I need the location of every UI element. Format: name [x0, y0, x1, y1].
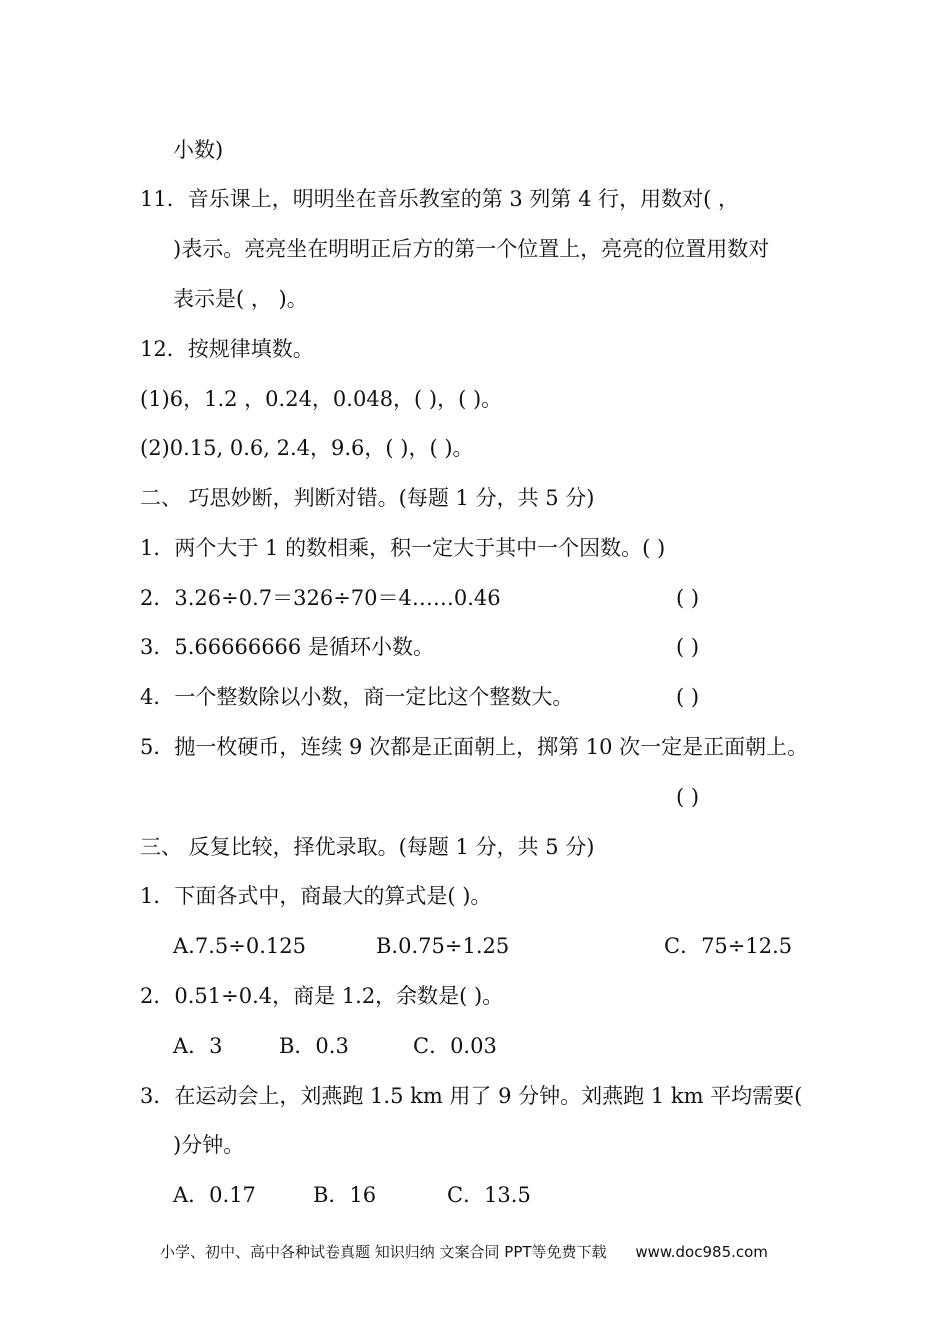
question-11: 11．音乐课上，明明坐在音乐教室的第 3 列第 4 行，用数对( ， — [140, 187, 740, 211]
text-line: 小数) — [173, 138, 224, 162]
answer-bracket: ( ) — [676, 785, 700, 809]
section-heading-2: 二、 巧思妙断，判断对错。(每题 1 分，共 5 分) — [140, 486, 595, 510]
choice-question-3: 3．在运动会上，刘燕跑 1.5 km 用了 9 分钟。刘燕跑 1 km 平均需要( — [140, 1084, 803, 1108]
choice-option-b: B．0.3 — [279, 1034, 349, 1058]
choice-question-2: 2．0.51÷0.4，商是 1.2，余数是( )。 — [140, 984, 504, 1008]
text-line: 表示是( ， )。 — [173, 287, 308, 311]
judge-item-5: 5．抛一枚硬币，连续 9 次都是正面朝上，掷第 10 次一定是正面朝上。 — [140, 735, 809, 759]
choice-option-a: A.7.5÷0.125 — [173, 934, 306, 958]
footer-text: 小学、初中、高中各种试卷真题 知识归纳 文案合同 PPT等免费下载 — [160, 1243, 607, 1261]
choice-option-b: B.0.75÷1.25 — [376, 934, 510, 958]
choice-option-a: A．3 — [173, 1034, 223, 1058]
answer-bracket: ( ) — [676, 586, 700, 610]
section-heading-3: 三、 反复比较，择优录取。(每题 1 分，共 5 分) — [140, 835, 595, 859]
choice-option-c: C．13.5 — [447, 1183, 531, 1207]
judge-item-4: 4．一个整数除以小数，商一定比这个整数大。 — [140, 685, 574, 709]
choice-option-c: C．75÷12.5 — [664, 934, 793, 958]
answer-bracket: ( ) — [676, 685, 700, 709]
page-footer — [160, 1241, 768, 1262]
footer-url[interactable]: www.doc985.com — [635, 1243, 768, 1261]
choice-option-c: C．0.03 — [413, 1034, 497, 1058]
text-line: )分钟。 — [173, 1133, 245, 1157]
choice-option-b: B．16 — [313, 1183, 377, 1207]
judge-item-1: 1．两个大于 1 的数相乘，积一定大于其中一个因数。( ) — [140, 536, 666, 560]
text-line: )表示。亮亮坐在明明正后方的第一个位置上，亮亮的位置用数对 — [173, 237, 770, 261]
choice-option-a: A．0.17 — [173, 1183, 256, 1207]
judge-item-3: 3．5.66666666 是循环小数。 — [140, 635, 434, 659]
judge-item-2: 2．3.26÷0.7＝326÷70＝4……0.46 — [140, 586, 501, 610]
answer-bracket: ( ) — [676, 635, 700, 659]
question-12-1: (1)6，1.2 ，0.24，0.048，( )，( )。 — [140, 387, 503, 411]
question-12-2: (2)0.15, 0.6, 2.4，9.6，( )，( )。 — [140, 436, 474, 460]
question-12: 12．按规律填数。 — [140, 337, 314, 361]
choice-question-1: 1．下面各式中，商最大的算式是( )。 — [140, 884, 492, 908]
